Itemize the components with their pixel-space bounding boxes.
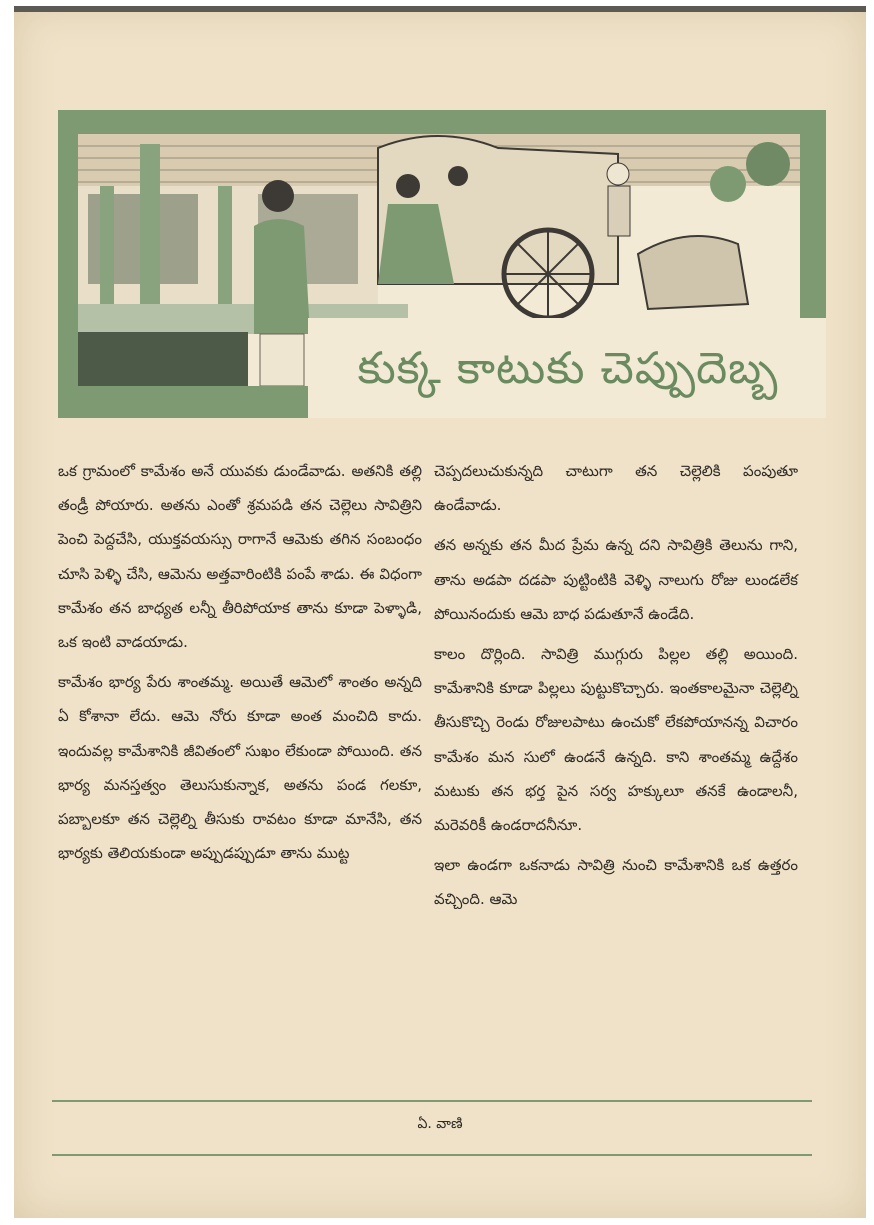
paragraph: ఇలా ఉండగా ఒకనాడు సావిత్రి నుంచి కామేశానికి ఒక ఉత్తరం వచ్చింది. ఆమె [434, 856, 798, 909]
page-top-edge [14, 6, 866, 12]
paragraph: తన అన్నకు తన మీద ప్రేమ ఉన్న దని సావిత్రికి తెలును గాని, తాను అడపా దడపా పుట్టింటికి వెళ్ళి నాలుగు రోజు లుండలేక పోయినందుకు ఆమె బాధ పడుతూనే ఉండేది. [434, 536, 798, 623]
illustration-banner [58, 110, 826, 418]
man-dhoti [260, 334, 304, 386]
text-column-right [434, 454, 798, 923]
pillar-small [100, 186, 114, 306]
tree [746, 142, 790, 186]
driver-turban [607, 163, 629, 185]
paragraph: కాలం దొర్లింది. సావిత్రి ముగ్గురు పిల్లల తల్లి అయింది. కామేశానికి కూడా పిల్లలు పుట్టుకొచ్చారు. ఇంతకాలమైనా చెల్లెల్ని తీసుకొచ్చి రెండు రోజులపాటు ఉంచుకో లేకపోయానన్న విచారం కామేశం మన సులో ఉండనే ఉన్నది. కాని శాంతమ్మ ఉద్దేశం మటుకు తన భర్త పైన సర్వ హక్కులూ తనకే ఉండాలనీ, మరెవరికీ ఉండరాదనీనూ. [434, 645, 798, 835]
paragraph: కామేశం భార్య పేరు శాంతమ్మ. అయితే ఆమెలో శాంతం అన్నది ఏ కోశానా లేదు. ఆమె నోరు కూడా అంత మంచిది కాదు. ఇందువల్ల కామేశానికి జీవితంలో సుఖం లేకుండా పోయింది. తన భార్య మనస్తత్వం తెలుసుకున్నాక, అతను పండ గలకూ, పబ్బాలకూ తన చెల్లెల్ని తీసుకు రావటం కూడా మానేసి, తన భార్యకు తెలియకుండా అప్పుడప్పుడూ తాను ముట్ట [58, 673, 422, 863]
paragraph: చెప్పదలుచుకున్నది చాటుగా తన చెల్లెలికి పంపుతూ ఉండేవాడు. [434, 462, 798, 515]
man-head [262, 180, 294, 212]
magazine-page [14, 6, 866, 1218]
divider-line [52, 1100, 812, 1102]
man-shirt [254, 219, 310, 334]
bullock [638, 236, 748, 309]
driver-body [608, 186, 630, 236]
child-head [448, 166, 468, 186]
wheel-spokes [504, 230, 592, 318]
text-column-left [58, 454, 422, 876]
author-name: ఏ. వాణి [417, 1116, 463, 1132]
woman-head [396, 174, 420, 198]
title-box [308, 318, 826, 418]
tree [710, 166, 746, 202]
veranda-step [78, 332, 248, 386]
divider-line [52, 1154, 812, 1156]
paragraph: ఒక గ్రామంలో కామేశం అనే యువకు డుండేవాడు. అతనికి తల్లి తండ్రీ పోయారు. అతను ఎంతో శ్రమపడి తన చెల్లెలు సావిత్రిని పెంచి పెద్దచేసి, యుక్తవయస్సు రాగానే ఆమెకు తగిన సంబంధం చూసి పెళ్ళి చేసి, ఆమెను అత్తవారింటికి పంపే శాడు. ఈ విధంగా కామేశం తన బాధ్యత లన్నీ తీరిపోయాక తాను కూడా పెళ్ళాడి, ఒక ఇంటి వాడయాడు. [58, 462, 422, 652]
story-title: కుక్క కాటుకు చెప్పుదెబ్బ [357, 343, 779, 394]
pillar-small [218, 186, 232, 306]
